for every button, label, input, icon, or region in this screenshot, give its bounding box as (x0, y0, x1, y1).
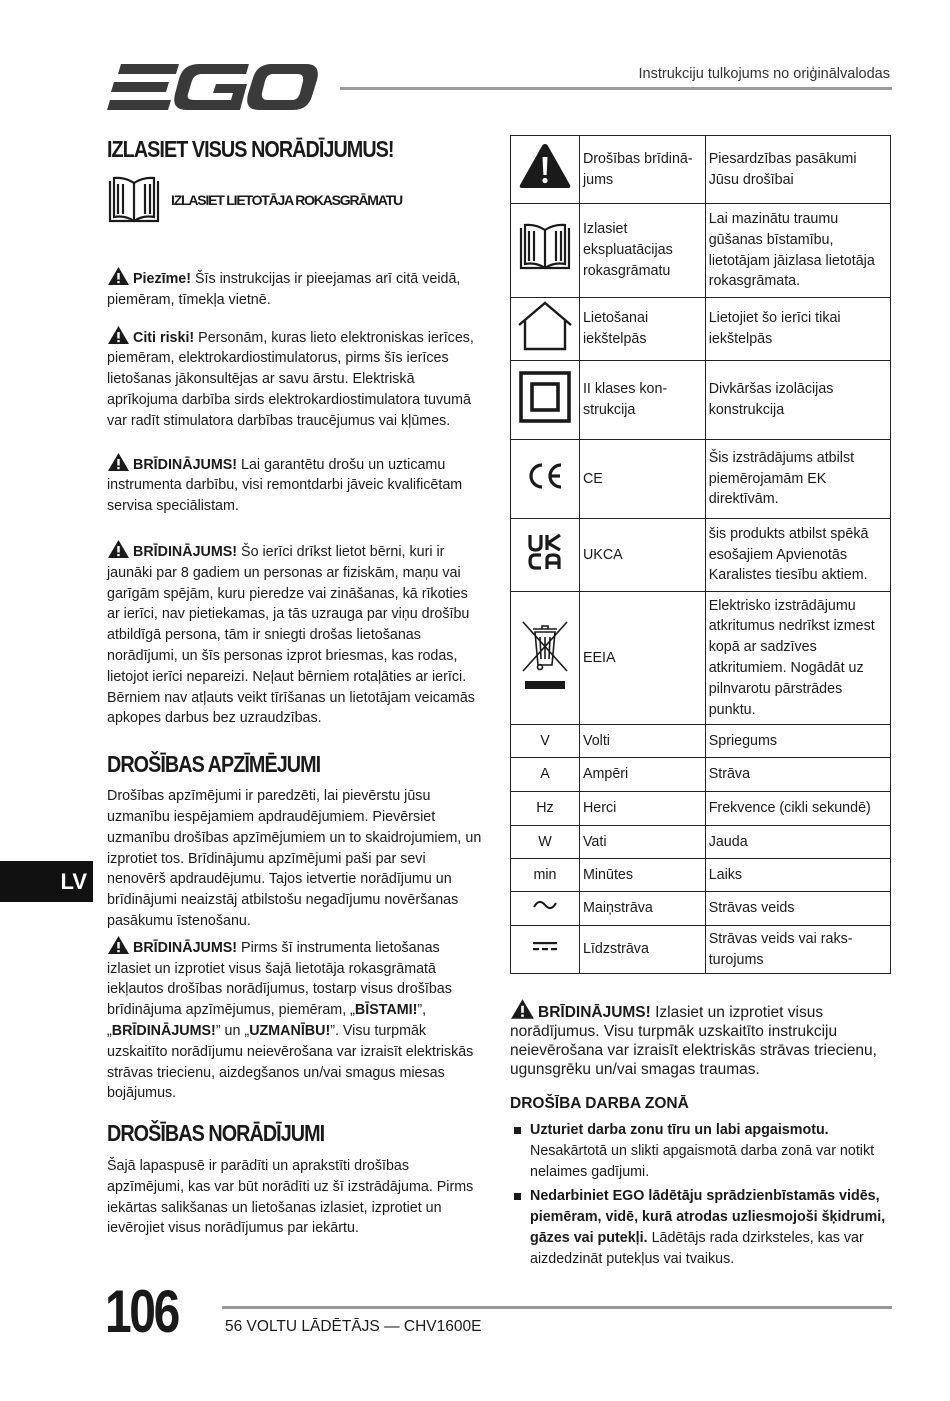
warning-read-text: ”. Visu turpmāk uzskaitīto norādījumu neievērošana var izraisīt elektriskās strāvas triecienu, aizdegšanos un/vai smagus miesas bojājumus. (107, 1022, 474, 1102)
ac-wave-icon (532, 898, 558, 912)
symbol-name: Lietošanai iekštelpās (579, 298, 705, 361)
symbol-description: Jauda (705, 826, 890, 859)
page-number: 106 (105, 1278, 178, 1345)
warning-word: BRĪDINĀJUMS! (111, 1022, 216, 1039)
symbol-cell (511, 592, 580, 725)
table-row (511, 892, 891, 926)
symbol-description: Lai mazinātu traumu gūšanas bīstamību, lietotājam jāizlasa lietotāja rokasgrāmata. (705, 204, 890, 298)
symbol-name: EEIA (579, 592, 705, 725)
symbol-name: Volti (579, 725, 705, 758)
symbol-unit: min (511, 859, 580, 892)
table-row (511, 519, 891, 592)
dc-current-icon (532, 939, 558, 953)
bullet (514, 1127, 521, 1134)
safety-instructions-text: Šajā lapaspusē ir parādīti un aprakstīti drošības apzīmējumi, kas var būt norādīti uz šī izstrādājuma. Pirms iekārtas salikšanas un lietošanas izlasiet, izprotiet un ievērojiet visus norādījumus par iekārtu. (107, 1158, 474, 1237)
warning-triangle-icon (107, 266, 130, 286)
symbol-cell (511, 298, 580, 361)
symbol-description: šis produkts atbilst spēkā esošajiem Apvienotās Karalistes tiesību aktiem. (705, 519, 890, 592)
work-area-list (512, 1120, 892, 1274)
read-all-title: IZLASIET VISUS NORĀDĪJUMUS! (107, 136, 394, 162)
indoor-house-icon (516, 300, 574, 352)
left-column (107, 136, 482, 1239)
symbol-name: Līdzstrāva (579, 926, 705, 974)
ego-logo (107, 62, 319, 112)
symbol-description: Šis izstrādājums atbilst piemērojamām EK direktīvām. (705, 440, 890, 519)
warning-triangle-icon (510, 998, 535, 1020)
symbol-name: Maiņstrāva (579, 892, 705, 926)
general-warning-text: Izlasiet un izprotiet visus norādījumus. Visu turpmāk uzskaitīto instrukciju neievērošana var izraisīt elektriskās strāvas triecienu, ugunsgrēku un/vai smagas traumas. (510, 1004, 877, 1078)
header-subtitle: Instrukciju tulkojums no oriģinālvalodas (638, 66, 890, 82)
symbol-name: Izlasiet ekspluatācijas rokasgrāmatu (579, 204, 705, 298)
symbols-table (510, 135, 891, 974)
class-ii-icon (518, 370, 572, 424)
table-row (511, 859, 891, 892)
warning-children-paragraph (107, 539, 482, 729)
caution-word: UZMANĪBU! (249, 1022, 331, 1039)
warning-read-paragraph (107, 935, 482, 1104)
warning-triangle-icon (107, 935, 130, 955)
symbol-description: Strāvas veids vai raks-turojums (705, 926, 890, 974)
symbol-unit: A (511, 758, 580, 792)
symbol-cell (511, 892, 580, 926)
warning-repair-text: Lai garantētu drošu un uzticamu instrumenta darbību, visi remontdarbi jāveic kvalificētam servisa speciālistam. (107, 456, 463, 515)
warning-label: BRĪDINĀJUMS! (133, 456, 238, 473)
symbol-cell (511, 519, 580, 592)
warning-read-text: Pirms šī instrumenta lietošanas izlasiet un izprotiet visus šajā lietotāja rokasgrāmatā iekļautos drošības norādījumus, tostarp visus drošības brīdinājuma apzīmējumus, piemēram, „ (107, 939, 452, 1019)
symbol-description: Laiks (705, 859, 890, 892)
table-row (511, 136, 891, 204)
symbol-name: Herci (579, 792, 705, 826)
symbol-unit: Hz (511, 792, 580, 826)
symbol-description: Divkāršas izolācijas konstrukcija (705, 361, 890, 440)
symbol-description: Elektrisko izstrādājumu atkritumus nedrīkst izmest kopā ar sadzīves atkritumiem. Nogādāt uz pilnvarotu pārstrādes punktu. (705, 592, 890, 725)
symbol-cell (511, 204, 580, 298)
symbol-unit: W (511, 826, 580, 859)
symbol-description: Lietojiet šo ierīci tikai iekštelpās (705, 298, 890, 361)
list-item (512, 1120, 892, 1182)
warning-children-text: Šo ierīci drīkst lietot bērni, kuri ir jaunāki par 8 gadiem un personas ar fiziskām, maņu vai garīgām spējām, kuru pieredze vai zināšanas, kā rīkoties ar ierīci, nav pietiekamas, ja tās uzrauga par viņu drošību atbildīgā persona, tām ir sniegti drošas lietošanas norādījumi, un šīs personas izprot briesmas, kas rodas, lietojot ierīci nepareizi. Neļaut bērniem rotaļāties ar ierīci. Bērniem nav atļauts veikt tīrīšanas un lietotājam veicamās apkopes darbus bez uzraudzības. (107, 543, 475, 727)
warning-triangle-icon (518, 142, 572, 190)
table-row (511, 361, 891, 440)
symbol-name: Minūtes (579, 859, 705, 892)
list-item-text: Nesakārtotā un slikti apgaismotā darba zonā var notikt nelaimes gadījumi. (530, 1142, 875, 1180)
risk-text: Personām, kuras lieto elektroniskas ierīces, piemēram, elektrokardiostimulatorus, pirms šīs ierīces lietošanas jākonsultējas ar savu ārstu. Elektriskā aprīkojuma darbība sirds elektrokardiostimulatora tuvumā var radīt stimulatora darbības traucējumus vai kļūmes. (107, 329, 474, 429)
warning-triangle-icon (107, 539, 130, 559)
list-item-text: Lādētājs rada dzirksteles, kas var aizdedzināt putekļus vai tvaikus. (530, 1229, 864, 1267)
symbol-description: Strāvas veids (705, 892, 890, 926)
list-item-bold: Nedarbiniet EGO lādētāju sprādzienbīstamās vidēs, piemēram, vidē, kurā atrodas uzliesmojoši šķidrumi, gāzes vai putekļi. (530, 1188, 886, 1246)
symbol-name: II klases kon-strukcija (579, 361, 705, 440)
table-row (511, 204, 891, 298)
list-item-bold: Uzturiet darba zonu tīru un labi apgaismotu. (530, 1122, 829, 1138)
warning-triangle-icon (107, 325, 130, 345)
safety-symbols-text: Drošības apzīmējumi ir paredzēti, lai pievērstu jūsu uzmanību iespējamiem apdraudējumiem. Pievērsiet uzmanību drošības apzīmējumiem un to skaidrojumiem, un izprotiet tos. Brīdinājumu apzīmējumi paši par sevi nenovērš apdraudējumu. Tajos ietvertie norādījumu un brīdinājumi neaizstāj atbilstošu negadījumu novēršanas pasākumu īstenošanu. (107, 788, 482, 929)
table-row (511, 926, 891, 974)
read-manual-row (107, 174, 482, 226)
symbol-description: Frekvence (cikli sekundē) (705, 792, 890, 826)
symbol-name: Drošības brīdinā-jums (579, 136, 705, 204)
read-manual-label: IZLASIET LIETOTĀJA ROKASGRĀMATU (171, 191, 402, 208)
symbol-name: UKCA (579, 519, 705, 592)
warning-read-text: ” un „ (215, 1022, 250, 1039)
risk-label: Citi riski! (133, 329, 195, 346)
note-text: Šīs instrukcijas ir pieejamas arī citā veidā, piemēram, tīmekļa vietnē. (107, 271, 461, 308)
manual-book-icon (107, 175, 161, 225)
symbol-unit: V (511, 725, 580, 758)
footer-rule (222, 1306, 892, 1309)
symbol-cell (511, 440, 580, 519)
manual-book-icon (518, 222, 572, 272)
table-row (511, 440, 891, 519)
warning-label: BRĪDINĀJUMS! (133, 939, 238, 956)
table-row (511, 725, 891, 758)
symbol-name: Vati (579, 826, 705, 859)
ukca-mark-icon (527, 533, 563, 571)
symbol-description: Strāva (705, 758, 890, 792)
footer-product: 56 VOLTU LĀDĒTĀJS — CHV1600E (225, 1318, 482, 1335)
table-row (511, 758, 891, 792)
symbol-description: Piesardzības pasākumi Jūsu drošībai (705, 136, 890, 204)
bullet (514, 1193, 521, 1200)
safety-symbols-title: DROŠĪBAS APZĪMĒJUMI (107, 751, 321, 778)
note-paragraph (107, 266, 482, 311)
ce-mark-icon (525, 461, 565, 491)
note-label: Piezīme! (133, 271, 192, 287)
risk-paragraph (107, 325, 482, 432)
symbol-cell (511, 926, 580, 974)
warning-label: BRĪDINĀJUMS! (133, 543, 238, 560)
work-area-title: DROŠĪBA DARBA ZONĀ (510, 1095, 689, 1112)
symbol-description: Spriegums (705, 725, 890, 758)
warning-label: BRĪDINĀJUMS! (538, 1004, 651, 1021)
symbol-name: Ampēri (579, 758, 705, 792)
symbol-cell (511, 136, 580, 204)
list-item (512, 1186, 892, 1269)
warning-read-text: ”, „ (107, 1002, 427, 1039)
header-rule (340, 87, 892, 90)
table-row (511, 826, 891, 859)
safety-instructions-title: DROŠĪBAS NORĀDĪJUMI (107, 1120, 325, 1147)
language-tab: LV (0, 861, 93, 902)
danger-word: BĪSTAMI! (354, 1002, 418, 1019)
table-row (511, 298, 891, 361)
weee-bin-icon (520, 619, 570, 691)
general-warning-paragraph (510, 998, 891, 1079)
table-row (511, 792, 891, 826)
warning-repair-paragraph (107, 452, 482, 517)
symbol-cell (511, 361, 580, 440)
table-row (511, 592, 891, 725)
symbol-name: CE (579, 440, 705, 519)
warning-triangle-icon (107, 452, 130, 472)
